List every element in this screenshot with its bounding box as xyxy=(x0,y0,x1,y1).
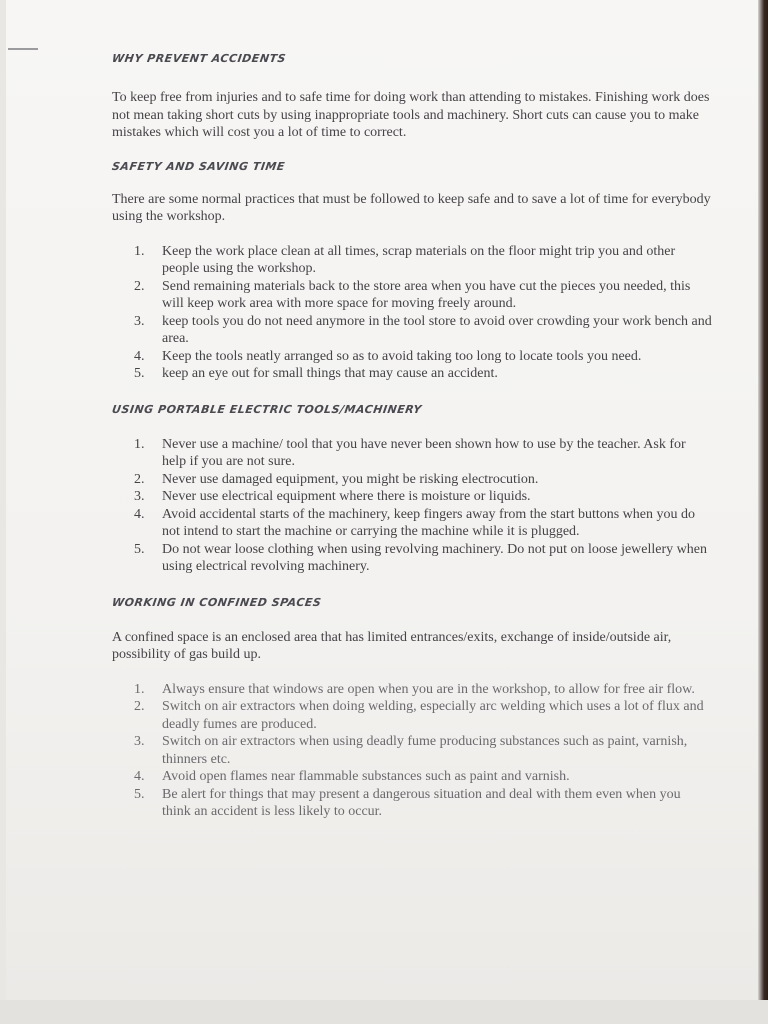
section-working-in-confined-spaces xyxy=(112,596,712,821)
list-number: 4. xyxy=(134,769,145,784)
section-heading: SAFETY AND SAVING TIME xyxy=(111,159,286,173)
list-number: 5. xyxy=(134,541,145,557)
margin-mark xyxy=(8,48,38,50)
list-item xyxy=(112,768,712,786)
list-item xyxy=(112,278,712,313)
list-item-text: Do not wear loose clothing when using revolving machinery. Do not put on loose jewellery when using electrical revolving machinery. xyxy=(162,541,707,574)
list-number: 3. xyxy=(134,489,145,504)
numbered-list xyxy=(112,243,712,383)
numbered-list xyxy=(112,681,712,821)
list-item xyxy=(112,348,712,366)
list-item-text: Keep the work place clean at all times, scrap materials on the floor might trip you and other people using the workshop. xyxy=(162,243,676,276)
list-item-text: Switch on air extractors when using deadly fume producing substances such as paint, varnish, thinners etc. xyxy=(162,734,688,767)
section-why-prevent-accidents xyxy=(112,52,712,142)
list-item-text: Never use damaged equipment, you might be risking electrocution. xyxy=(162,471,539,487)
list-item xyxy=(112,541,712,576)
section-intro: A confined space is an enclosed area that has limited entrances/exits, exchange of inside/outside air, possibility of gas build up. xyxy=(112,629,672,662)
list-item-text: keep tools you do not need anymore in the tool store to avoid over crowding your work bench and area. xyxy=(162,313,712,346)
list-number: 5. xyxy=(134,786,145,802)
list-number: 2. xyxy=(134,471,145,487)
section-heading: WORKING IN CONFINED SPACES xyxy=(111,595,323,609)
list-item xyxy=(112,733,712,768)
section-heading: USING PORTABLE ELECTRIC TOOLS/MACHINERY xyxy=(111,402,423,416)
list-number: 4. xyxy=(134,506,145,522)
list-item xyxy=(112,681,712,699)
list-number: 1. xyxy=(134,681,145,697)
scan-bottom-margin xyxy=(0,1000,768,1024)
list-number: 3. xyxy=(134,734,145,749)
list-item-text: Keep the tools neatly arranged so as to avoid taking too long to locate tools you need. xyxy=(162,348,642,364)
document-body xyxy=(112,46,712,821)
list-number: 2. xyxy=(134,699,145,714)
list-number: 2. xyxy=(134,278,145,294)
list-number: 1. xyxy=(134,243,145,259)
section-safety-and-saving-time xyxy=(112,160,712,383)
list-item-text: Always ensure that windows are open when you are in the workshop, to allow for free air flow. xyxy=(162,681,695,697)
list-item-text: Never use a machine/ tool that you have never been shown how to use by the teacher. Ask for help if you are not sure. xyxy=(162,436,686,469)
list-number: 5. xyxy=(134,366,145,381)
list-item-text: Never use electrical equipment where there is moisture or liquids. xyxy=(162,489,531,504)
list-item xyxy=(112,436,712,471)
list-item-text: Send remaining materials back to the store area when you have cut the pieces you needed, this will keep work area with more space for moving freely around. xyxy=(162,278,691,311)
list-item xyxy=(112,506,712,541)
list-item-text: Be alert for things that may present a dangerous situation and deal with them even when you think an accident is less likely to occur. xyxy=(162,786,681,819)
list-item-text: keep an eye out for small things that may cause an accident. xyxy=(162,366,498,381)
list-item xyxy=(112,313,712,348)
section-heading: WHY PREVENT ACCIDENTS xyxy=(111,52,287,65)
list-item xyxy=(112,471,712,489)
list-item xyxy=(112,786,712,821)
numbered-list xyxy=(112,436,712,576)
section-intro: To keep free from injuries and to safe time for doing work than attending to mistakes. Finishing work does not mean taking short cuts by using inappropriate tools and machinery. Short cuts can cause you to make mistakes which will cost you a lot of time to correct. xyxy=(112,90,710,140)
list-item xyxy=(112,488,712,506)
section-intro: There are some normal practices that must be followed to keep safe and to save a lot of time for everybody using the workshop. xyxy=(112,191,711,224)
list-item-text: Switch on air extractors when doing welding, especially arc welding which uses a lot of flux and deadly fumes are produced. xyxy=(162,699,704,732)
list-number: 3. xyxy=(134,313,145,329)
page-edge-shadow xyxy=(758,0,768,1024)
list-item-text: Avoid accidental starts of the machinery, keep fingers away from the start buttons when you do not intend to start the machine or carrying the machine while it is plugged. xyxy=(162,506,696,539)
section-portable-electric-tools xyxy=(112,403,712,576)
list-item xyxy=(112,698,712,733)
list-item xyxy=(112,365,712,383)
list-item-text: Avoid open flames near flammable substances such as paint and varnish. xyxy=(162,769,570,784)
list-number: 4. xyxy=(134,348,145,364)
list-number: 1. xyxy=(134,436,145,452)
list-item xyxy=(112,243,712,278)
